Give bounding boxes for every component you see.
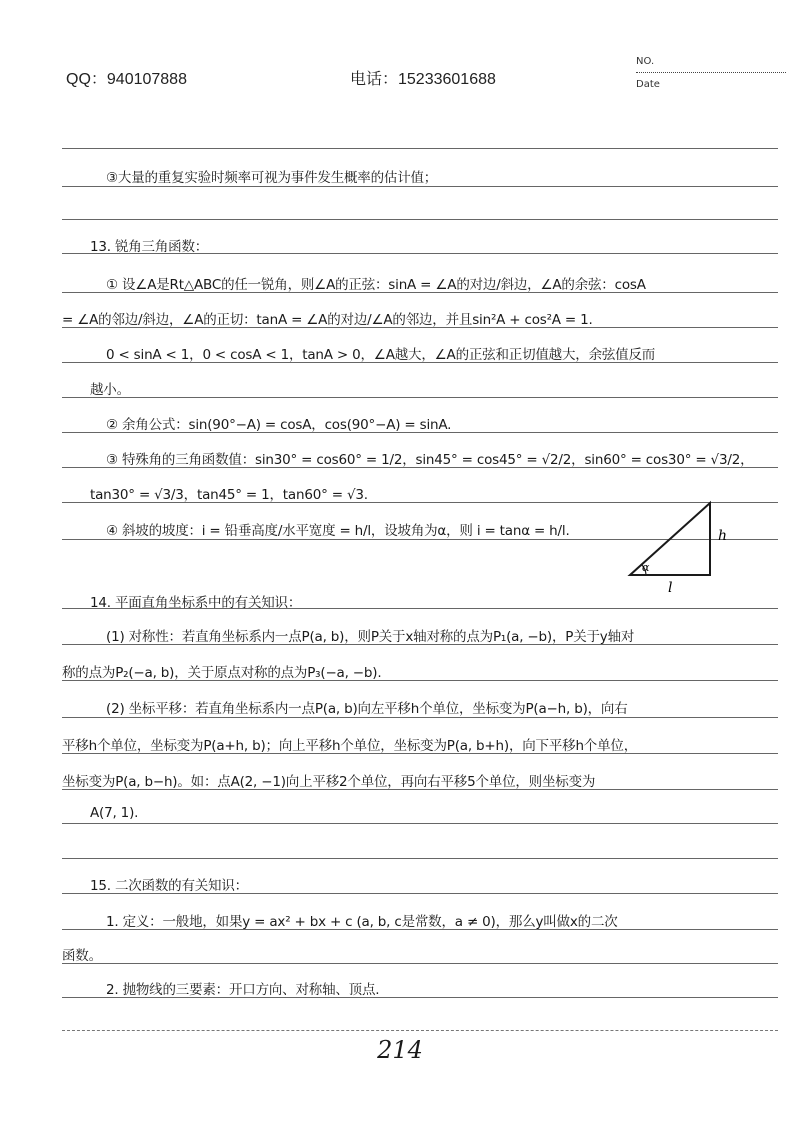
qq-contact: QQ：940107888 [66,71,187,88]
no-label: NO. [636,56,655,67]
text-line-tan-values: tan30° = √3/3，tan45° = 1，tan60° = √3. [90,487,368,503]
text-line-translation: (2) 坐标平移：若直角坐标系内一点P(a, b)向左平移h个单位，坐标变为P(a−h, b)，向右 [106,701,628,717]
ruled-line [62,148,778,149]
text-line-tangent: = ∠A的邻边/斜边，∠A的正切：tanA = ∠A的对边/∠A的邻边，并且sin²A + cos²A = 1. [62,312,593,328]
section-14-heading: 14. 平面直角坐标系中的有关知识： [90,595,302,611]
phone-contact: 电话：15233601688 [350,71,496,88]
text-line-range: 0 < sinA < 1，0 < cosA < 1，tanA > 0，∠A越大，∠A的正弦和正切值越大，余弦值反而 [106,347,656,363]
text-line-special-values: ③ 特殊角的三角函数值：sin30° = cos60° = 1/2，sin45° = cos45° = √2/2，sin60° = cos30° = √3/2， [106,452,754,468]
ruled-line [62,186,778,187]
slope-triangle-figure [620,495,760,595]
text-line-translation-result: A(7, 1). [90,805,139,821]
ruled-line [62,717,778,718]
text-line-smaller: 越小。 [90,382,130,398]
ruled-line [62,823,778,824]
text-line-sine: ① 设∠A是Rt△ABC的任一锐角，则∠A的正弦：sinA = ∠A的对边/斜边，∠A的余弦：cosA [106,277,646,293]
text-line-quadratic-def: 1. 定义：一般地，如果y = ax² + bx + c (a, b, c是常数，a ≠ 0)，那么y叫做x的二次 [106,914,618,930]
text-line-translation-example: 坐标变为P(a, b−h)。如：点A(2, −1)向上平移2个单位，再向右平移5个单位，则坐标变为 [62,774,596,790]
text-line-slope: ④ 斜坡的坡度：i = 铅垂高度/水平宽度 = h/l，设坡角为α，则 i = tanα = h/l. [106,523,570,539]
ruled-line [62,858,778,859]
text-line-parabola: 2. 抛物线的三要素：开口方向、对称轴、顶点. [106,982,380,998]
text-line-symmetry-cont: 称的点为P₂(−a, b)，关于原点对称的点为P₃(−a, −b). [62,665,382,681]
page-number: 214 [377,1036,423,1064]
text-line-function: 函数。 [62,948,102,964]
no-dotted-line [636,72,786,73]
ruled-line [62,219,778,220]
date-label: Date [636,79,660,90]
base-label: l [668,580,673,595]
angle-label: α [642,561,650,574]
section-13-heading: 13. 锐角三角函数： [90,239,209,255]
text-line-symmetry: (1) 对称性：若直角坐标系内一点P(a, b)，则P关于x轴对称的点为P₁(a, −b)，P关于y轴对 [106,629,635,645]
no-date-box [636,56,786,93]
text-line-translation-cont: 平移h个单位，坐标变为P(a+h, b)；向上平移h个单位，坐标变为P(a, b+h)，向下平移h个单位， [62,738,638,754]
text-line-freq: ③大量的重复实验时频率可视为事件发生概率的估计值； [106,170,438,186]
text-line-complement: ② 余角公式：sin(90°−A) = cosA，cos(90°−A) = sinA. [106,417,452,433]
section-15-heading: 15. 二次函数的有关知识： [90,878,248,894]
height-label: h [718,528,728,544]
ruled-line [62,1030,778,1031]
